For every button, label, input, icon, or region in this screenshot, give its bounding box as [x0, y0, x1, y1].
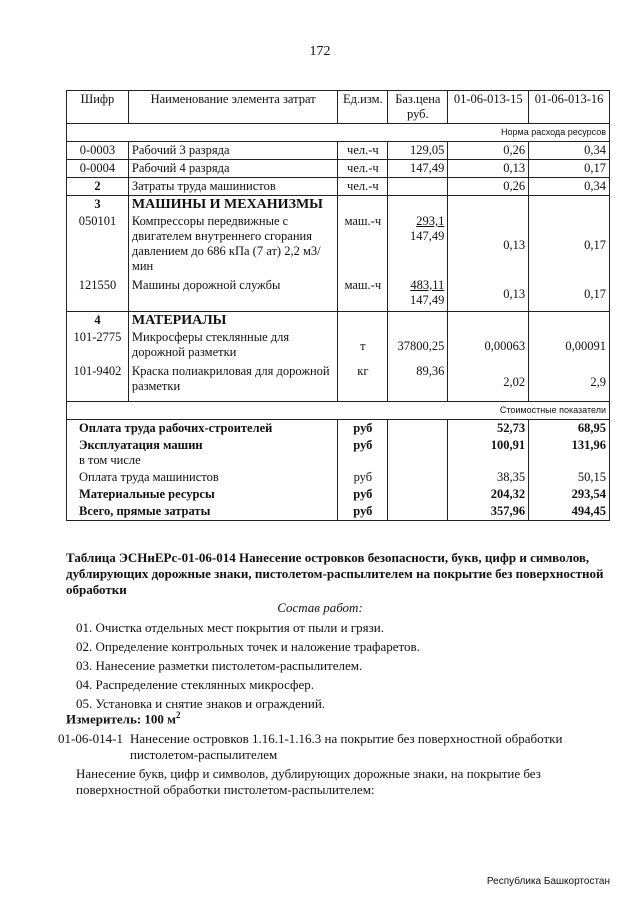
value2-cell: 0,00091	[529, 329, 610, 363]
value2-cell: 0,34	[529, 142, 610, 160]
cost-name: Оплата труда рабочих-строителей	[67, 420, 338, 438]
list-item: 04. Распределение стеклянных микросфер.	[76, 677, 314, 692]
name-cell: Машины дорожной службы	[128, 277, 337, 312]
table-row	[67, 363, 610, 402]
unit-cell: чел.-ч	[338, 178, 388, 196]
price-cell: 147,49	[388, 160, 448, 178]
list-item: 03. Нанесение разметки пистолетом-распылителем.	[76, 658, 363, 673]
value2-cell: 0,17	[529, 160, 610, 178]
cost-unit: руб	[338, 486, 388, 503]
code-cell: 2	[67, 178, 129, 196]
header-col1: 01-06-013-15	[448, 91, 529, 124]
resource-table	[66, 90, 610, 521]
cost-unit: руб	[338, 420, 388, 438]
code-cell: 101-2775	[67, 329, 129, 363]
value2-cell: 2,9	[529, 363, 610, 402]
cost-value2: 293,54	[529, 486, 610, 503]
cost-value1: 100,91	[448, 437, 529, 469]
unit-cell: кг	[338, 363, 388, 402]
table-row	[67, 178, 610, 196]
cost-value2: 494,45	[529, 503, 610, 521]
item-row	[58, 731, 610, 763]
norm-header: Норма расхода ресурсов	[67, 124, 610, 142]
table-header-row	[67, 91, 610, 124]
price-cell: 293,1 147,49	[388, 213, 448, 277]
table-row	[67, 329, 610, 363]
section-code: 3	[67, 196, 129, 214]
table-row	[67, 160, 610, 178]
cost-value1: 357,96	[448, 503, 529, 521]
unit-cell: чел.-ч	[338, 142, 388, 160]
cost-value1: 204,32	[448, 486, 529, 503]
cost-value1: 38,35	[448, 469, 529, 486]
list-item: 01. Очистка отдельных мест покрытия от пыли и грязи.	[76, 620, 384, 635]
header-unit: Ед.изм.	[338, 91, 388, 124]
value2-cell: 0,17	[529, 277, 610, 312]
name-cell: Рабочий 4 разряда	[128, 160, 337, 178]
code-cell: 050101	[67, 213, 129, 277]
code-cell: 121550	[67, 277, 129, 312]
cost-header: Стоимостные показатели	[67, 402, 610, 420]
cost-name: Эксплуатация машин в том числе	[67, 437, 338, 469]
value2-cell: 0,17	[529, 213, 610, 277]
cost-row	[67, 437, 610, 469]
code-cell: 0-0003	[67, 142, 129, 160]
header-col2: 01-06-013-16	[529, 91, 610, 124]
item-code: 01-06-014-1	[58, 731, 123, 746]
cost-unit: руб	[338, 503, 388, 521]
header-price: Баз.цена руб.	[388, 91, 448, 124]
works-list	[76, 618, 420, 713]
section-row-machines	[67, 196, 610, 214]
cost-name: Всего, прямые затраты	[67, 503, 338, 521]
price-cell: 89,36	[388, 363, 448, 402]
name-cell: Микросферы стеклянные для дорожной разметки	[128, 329, 337, 363]
note-text: Нанесение букв, цифр и символов, дублирующих дорожные знаки, на покрытие без поверхностной обработки пистолетом-распылителем:	[76, 766, 541, 797]
cost-unit: руб	[338, 437, 388, 469]
price-cell: 129,05	[388, 142, 448, 160]
cost-header-row	[67, 402, 610, 420]
list-item: 02. Определение контрольных точек и наложение трафаретов.	[76, 639, 420, 654]
cost-unit: руб	[338, 469, 388, 486]
name-cell: Компрессоры передвижные с двигателем внутреннего сгорания давлением до 686 кПа (7 ат) 2,2 м3/мин	[128, 213, 337, 277]
list-item: 05. Установка и снятие знаков и ограждений.	[76, 696, 326, 711]
section-title: МАШИНЫ И МЕХАНИЗМЫ	[128, 196, 337, 214]
section-row-materials	[67, 312, 610, 330]
unit-cell: маш.-ч	[338, 277, 388, 312]
value1-cell: 0,13	[448, 213, 529, 277]
composition-title: Состав работ:	[277, 600, 363, 615]
code-cell: 101-9402	[67, 363, 129, 402]
meter: Измеритель: 100 $м^2$	[66, 710, 181, 727]
cost-row	[67, 486, 610, 503]
cost-row	[67, 503, 610, 521]
value1-cell: 0,26	[448, 178, 529, 196]
price-cell	[388, 178, 448, 196]
unit-cell: чел.-ч	[338, 160, 388, 178]
section-heading: Таблица ЭСНиЕРс-01-06-014 Нанесение островков безопасности, букв, цифр и символов, дублирующих дорожные знаки, пистолетом-распылителем на покрытие без поверхностной обработки	[66, 550, 604, 597]
unit-cell: маш.-ч	[338, 213, 388, 277]
cost-value2: 131,96	[529, 437, 610, 469]
value1-cell: 2,02	[448, 363, 529, 402]
norm-header-row	[67, 124, 610, 142]
cost-value1: 52,73	[448, 420, 529, 438]
cost-name: Оплата труда машинистов	[67, 469, 338, 486]
header-code: Шифр	[67, 91, 129, 124]
cost-value2: 68,95	[529, 420, 610, 438]
value1-cell: 0,26	[448, 142, 529, 160]
cost-value2: 50,15	[529, 469, 610, 486]
value1-cell: 0,13	[448, 277, 529, 312]
section-title: МАТЕРИАЛЫ	[128, 312, 337, 330]
code-cell: 0-0004	[67, 160, 129, 178]
section-code: 4	[67, 312, 129, 330]
item-desc: Нанесение островков 1.16.1-1.16.3 на покрытие без поверхностной обработки пистолетом-распылителем	[130, 731, 563, 762]
name-cell: Краска полиакриловая для дорожной разметки	[128, 363, 337, 402]
unit-cell: т	[338, 329, 388, 363]
name-cell: Затраты труда машинистов	[128, 178, 337, 196]
cost-row	[67, 469, 610, 486]
value1-cell: 0,13	[448, 160, 529, 178]
name-cell: Рабочий 3 разряда	[128, 142, 337, 160]
value2-cell: 0,34	[529, 178, 610, 196]
table-row	[67, 213, 610, 277]
cost-row	[67, 420, 610, 438]
value1-cell: 0,00063	[448, 329, 529, 363]
table-row	[67, 277, 610, 312]
price-cell: 483,11 147,49	[388, 277, 448, 312]
header-name: Наименование элемента затрат	[128, 91, 337, 124]
table-row	[67, 142, 610, 160]
cost-name: Материальные ресурсы	[67, 486, 338, 503]
price-cell: 37800,25	[388, 329, 448, 363]
footer-region: Республика Башкортостан	[486, 876, 610, 887]
page-number: 172	[309, 44, 331, 59]
